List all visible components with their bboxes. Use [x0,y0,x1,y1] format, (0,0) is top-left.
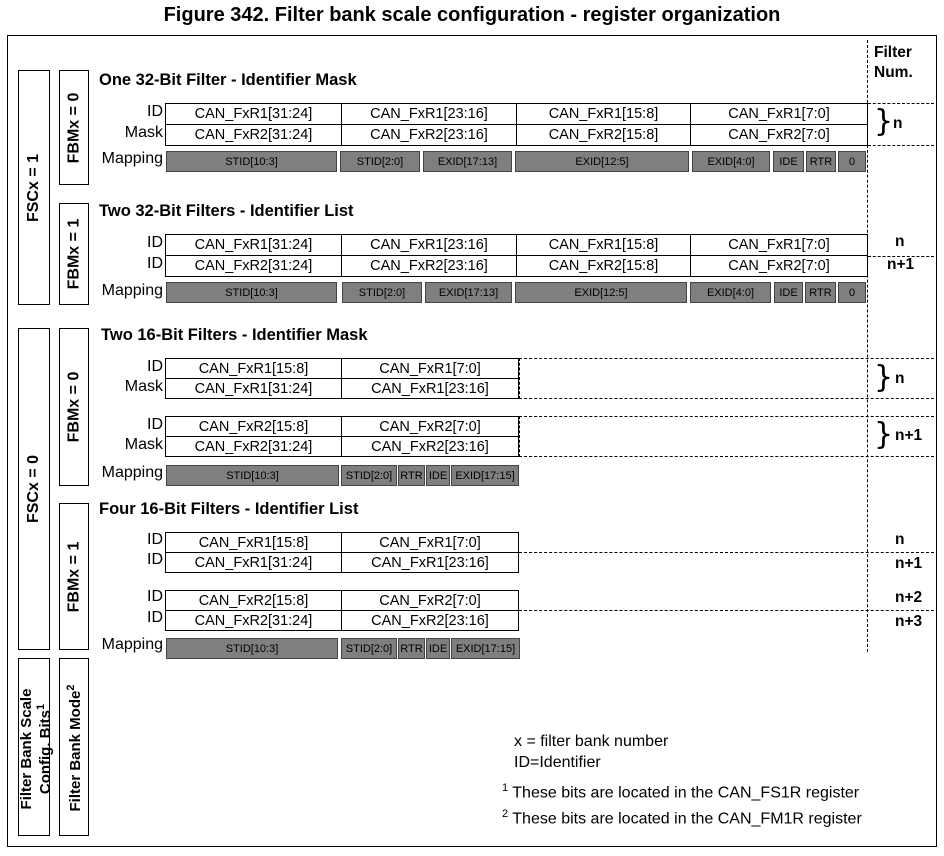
register-cell: CAN_FxR1[15:8] [165,358,342,379]
mapping-field: RTR [805,282,836,303]
mapping-field: STID[10:3] [166,638,338,659]
mapping-field: EXID[17:15] [451,638,520,659]
register-cell: CAN_FxR1[23:16] [341,234,517,256]
brace-icon: } [874,417,894,452]
mapping-field: EXID[17:15] [451,465,519,486]
register-cell: CAN_FxR1[31:24] [165,552,342,573]
row-label-mapping: Mapping [101,636,163,653]
row-label-mapping: Mapping [101,150,163,167]
register-cell: CAN_FxR1[7:0] [690,103,868,125]
section-title-two-16bit-mask: Two 16-Bit Filters - Identifier Mask [101,326,368,344]
filter-number: n [895,531,905,548]
register-cell: CAN_FxR1[31:24] [165,234,342,256]
register-cell: CAN_FxR2[7:0] [690,124,868,146]
register-cell: CAN_FxR1[31:24] [165,378,342,399]
fsc-1-box [18,70,50,305]
mapping-field: IDE [426,638,450,659]
row-label-id: ID [147,609,163,626]
register-cell: CAN_FxR2[23:16] [341,436,519,457]
register-cell: CAN_FxR2[15:8] [516,124,691,146]
legend-id: ID=Identifier [514,754,601,771]
register-cell: CAN_FxR2[7:0] [341,416,519,437]
row-label-mask: Mask [124,378,163,395]
mapping-field: 0 [838,151,866,172]
row-label-id: ID [147,588,163,605]
mapping-field: 0 [838,282,866,303]
brace-icon: } [874,360,894,395]
row-label-id: ID [147,358,163,375]
filter-number: n+1 [895,427,923,444]
mapping-field: STID[10:3] [166,151,337,172]
footnote-2: $^2$ These bits are located in the CAN_FM1R register [502,808,862,828]
fbm-1-label-16bit: FBMx = 1 [65,541,82,612]
section-title-one-32bit-mask: One 32-Bit Filter - Identifier Mask [99,71,357,89]
fsc-bottom-box [18,658,54,836]
register-cell: CAN_FxR1[7:0] [690,234,868,256]
dashed-guide [519,416,520,457]
row-label-mask: Mask [124,124,163,141]
dashed-guide [519,552,934,553]
filter-number: n+3 [895,613,923,630]
row-label-id: ID [147,416,163,433]
filter-number: n [895,233,905,250]
dashed-guide [519,398,934,399]
register-cell: CAN_FxR2[15:8] [165,590,342,611]
row-label-id: ID [147,551,163,568]
register-cell: CAN_FxR2[23:16] [341,610,519,631]
fbm-bottom-label: Filter Bank Mode$^2$ [65,684,84,812]
fsc-0-box [18,328,50,650]
filter-number: n+1 [887,256,915,273]
filter-number: n [895,370,905,387]
register-cell: CAN_FxR2[7:0] [690,255,868,277]
register-cell: CAN_FxR1[7:0] [341,532,519,553]
row-label-mapping: Mapping [101,282,163,299]
register-cell: CAN_FxR2[31:24] [165,610,342,631]
mapping-field: IDE [426,465,450,486]
fbm-1-label-32bit: FBMx = 1 [65,218,82,290]
figure-title: Figure 342. Filter bank scale configuration - register organization [163,4,781,26]
fsc-1-label: FSCx = 1 [25,153,42,222]
dashed-guide [519,358,934,359]
register-cell: CAN_FxR1[23:16] [341,103,517,125]
row-label-id: ID [147,234,163,251]
mapping-field: RTR [806,151,836,172]
mapping-field: EXID[12:5] [515,282,687,303]
filter-number: n [893,115,903,132]
fbm-0-label-32bit: FBMx = 0 [65,92,82,163]
register-cell: CAN_FxR2[31:24] [165,436,342,457]
section-title-two-32bit-list: Two 32-Bit Filters - Identifier List [99,202,354,220]
mapping-field: EXID[17:13] [425,282,512,303]
register-cell: CAN_FxR1[15:8] [516,103,691,125]
register-cell: CAN_FxR1[23:16] [341,378,519,399]
fsc-bottom-label: Filter Bank Scale Config. Bits$^1$ [18,688,54,810]
mapping-field: IDE [774,282,803,303]
brace-icon: } [874,104,894,139]
register-cell: CAN_FxR2[15:8] [165,416,342,437]
mapping-field: EXID[12:5] [515,151,689,172]
register-cell: CAN_FxR2[31:24] [165,124,342,146]
mapping-field: STID[2:0] [342,282,422,303]
dashed-guide [519,456,934,457]
mapping-field: EXID[17:13] [423,151,512,172]
fbm-bottom-box [59,658,89,836]
mapping-field: STID[2:0] [341,465,397,486]
filter-number: n+1 [895,555,923,572]
row-label-mask: Mask [124,436,163,453]
fbm-1-box-16bit [59,503,89,650]
mapping-field: RTR [398,638,425,659]
mapping-field: STID[2:0] [341,638,397,659]
register-cell: CAN_FxR2[23:16] [341,124,517,146]
footnote-1: $^1$ These bits are located in the CAN_FS1R register [502,782,860,802]
fsc-0-label: FSCx = 0 [25,454,42,524]
register-cell: CAN_FxR2[7:0] [341,590,519,611]
filter-num-header-line1: Filter [874,44,912,61]
mapping-field: EXID[4:0] [692,151,770,172]
dashed-guide [519,358,520,399]
fbm-1-box-32bit [59,203,89,305]
register-cell: CAN_FxR1[15:8] [165,532,342,553]
filter-number: n+2 [895,589,923,606]
mapping-field: EXID[4:0] [690,282,771,303]
legend-x: x = filter bank number [514,733,669,750]
row-label-id: ID [147,255,163,272]
fbm-0-label-16bit: FBMx = 0 [65,371,82,443]
register-cell: CAN_FxR2[23:16] [341,255,517,277]
mapping-field: STID[10:3] [166,465,339,486]
row-label-mapping: Mapping [101,464,163,481]
dashed-guide [519,416,934,417]
register-cell: CAN_FxR1[15:8] [516,234,691,256]
register-cell: CAN_FxR1[31:24] [165,103,342,125]
fbm-0-box-32bit [59,70,89,185]
dashed-guide [868,145,934,146]
mapping-field: IDE [773,151,804,172]
register-cell: CAN_FxR2[31:24] [165,255,342,277]
register-cell: CAN_FxR2[15:8] [516,255,691,277]
row-label-id: ID [147,103,163,120]
section-title-four-16bit-list: Four 16-Bit Filters - Identifier List [99,500,359,518]
mapping-field: RTR [398,465,425,486]
mapping-field: STID[10:3] [166,282,337,303]
register-cell: CAN_FxR1[23:16] [341,552,519,573]
filter-num-header-line2: Num. [874,64,913,81]
dashed-guide [519,610,934,611]
fbm-0-box-16bit [59,328,89,486]
mapping-field: STID[2:0] [340,151,420,172]
register-cell: CAN_FxR1[7:0] [341,358,519,379]
row-label-id: ID [147,531,163,548]
